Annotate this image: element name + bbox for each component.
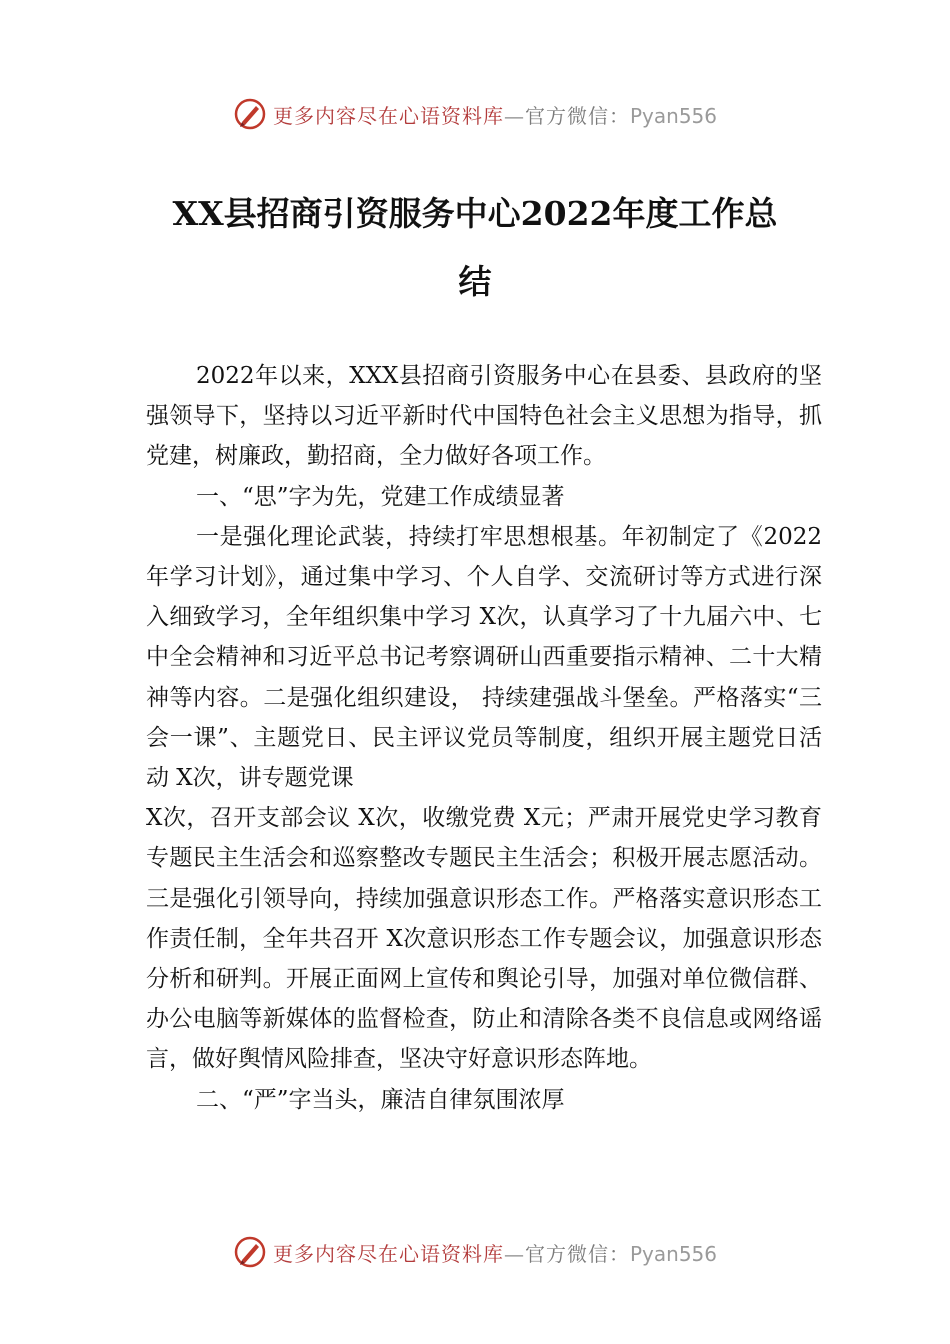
pen-logo-icon: [233, 1235, 267, 1269]
paragraph-intro: 2022年以来，XXX县招商引资服务中心在县委、县政府的坚强领导下，坚持以习近平新时代中国特色社会主义思想为指导，抓党建，树廉政，勤招商，全力做好各项工作。: [146, 363, 822, 470]
paragraph-party-building-cont: X次，召开支部会议 X次，收缴党费 X元；严肃开展党史学习教育专题民主生活会和巡察整改专题民主生活会；积极开展志愿活动。三是强化引领导向，持续加强意识形态工作。严格落实意识形态工作责任制，全年共召开 X次意识形态工作专题会议，加强意识形态分析和研判。开展正面网上宣传和舆论引导，加强对单位微信群、办公电脑等新媒体的监督检查，防止和清除各类不良信息或网络谣言，做好舆情风险排查，坚决守好意识形态阵地。: [146, 805, 822, 1073]
watermark-wechat-id: Pyan556: [629, 103, 717, 128]
pen-logo-icon: [233, 97, 267, 131]
watermark-label: 官方微信：: [524, 1241, 630, 1266]
watermark-dash: —: [503, 103, 525, 128]
watermark-text: [273, 100, 717, 129]
watermark-top: [0, 94, 950, 134]
watermark-dash: —: [503, 1241, 525, 1266]
watermark-brand: 更多内容尽在心语资料库: [272, 103, 504, 128]
document-body: [146, 356, 822, 1120]
section-heading-2: 二、“严”字当头，廉洁自律氛围浓厚: [196, 1086, 565, 1113]
watermark-label: 官方微信：: [524, 103, 630, 128]
watermark-brand: 更多内容尽在心语资料库: [272, 1241, 504, 1266]
section-heading-1: 一、“思”字为先，党建工作成绩显著: [196, 483, 565, 510]
watermark-wechat-id: Pyan556: [629, 1241, 717, 1266]
title-line-2: 结: [458, 262, 492, 301]
paragraph-party-building: 一是强化理论武装，持续打牢思想根基。年初制定了《2022 年学习计划》，通过集中学习、个人自学、交流研讨等方式进行深入细致学习，全年组织集中学习 X次，认真学习了十九届六中、七中全会精神和习近平总书记考察调研山西重要指示精神、二十大精神等内容。二是强化组织建设， 持续建强战斗堡垒。严格落实“三会一课”、主题党日、民主评议党员等制度，组织开展主题党日活动 X次，讲专题党课: [146, 523, 822, 792]
watermark-bottom: [0, 1232, 950, 1272]
title-line-1: XX县招商引资服务中心2022年度工作总: [172, 194, 778, 233]
watermark-text: [273, 1238, 717, 1267]
document-title: [120, 180, 830, 316]
